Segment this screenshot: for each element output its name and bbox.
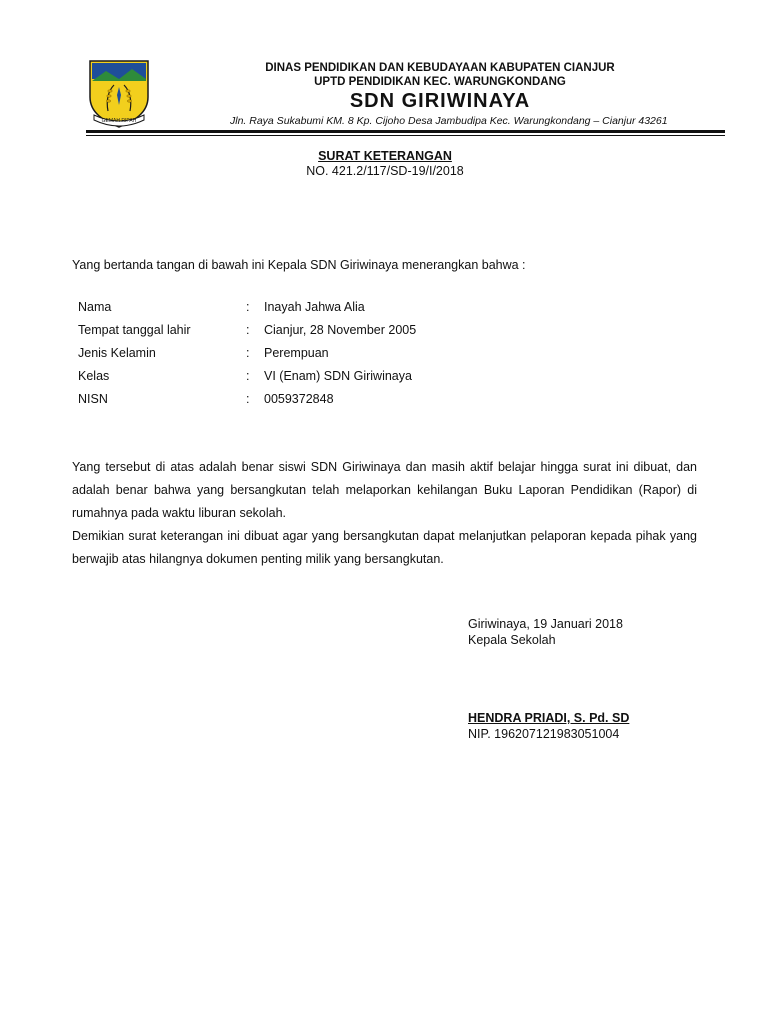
body-paragraph-2: Demikian surat keterangan ini dibuat agar yang bersangkutan dapat melanjutkan pelaporan kepada pihak yang berwajib atas hilangnya dokumen penting milik yang bersangkutan. (72, 529, 697, 566)
field-value: Cianjur, 28 November 2005 (264, 323, 417, 337)
field-label: Jenis Kelamin (78, 346, 156, 360)
field-value: 0059372848 (264, 392, 334, 406)
field-row-name (78, 296, 638, 319)
place-date: Giriwinaya, 19 Januari 2018 (468, 617, 623, 631)
field-label: Tempat tanggal lahir (78, 323, 191, 337)
signatory-name: HENDRA PRIADI, S. Pd. SD (468, 711, 630, 725)
field-separator: : (246, 323, 250, 337)
signatory-nip: NIP. 196207121983051004 (468, 727, 620, 741)
field-row-class (78, 365, 638, 388)
school-name: SDN GIRIWINAYA (349, 90, 531, 112)
field-value: VI (Enam) SDN Giriwinaya (264, 369, 412, 383)
signature-block (468, 616, 728, 742)
letterhead-rule-thin (86, 135, 725, 136)
body-paragraph-1: Yang tersebut di atas adalah benar siswi SDN Giriwinaya dan masih aktif belajar hingga surat ini dibuat, dan adalah benar bahwa yang bersangkutan telah melaporkan kehilangan Buku Laporan Pendidikan (Rapor) di rumahnya pada waktu liburan sekolah. (72, 460, 697, 520)
field-separator: : (246, 392, 250, 406)
field-label: Kelas (78, 369, 110, 383)
field-label: Nama (78, 300, 112, 314)
field-value: Perempuan (264, 346, 329, 360)
letterhead-rule-thick (86, 130, 725, 133)
letter-title: SURAT KETERANGAN (318, 149, 452, 163)
field-value: Inayah Jahwa Alia (264, 300, 365, 314)
school-address: Jln. Raya Sukabumi KM. 8 Kp. Cijoho Desa Jambudipa Kec. Warungkondang – Cianjur 43261 (230, 115, 668, 127)
field-label: NISN (78, 392, 108, 406)
field-separator: : (246, 300, 250, 314)
field-row-nisn (78, 388, 638, 411)
field-row-gender (78, 342, 638, 365)
institution-line-2: UPTD PENDIDIKAN KEC. WARUNGKONDANG (314, 76, 566, 88)
field-row-birth (78, 319, 638, 342)
intro-text: Yang bertanda tangan di bawah ini Kepala SDN Giriwinaya menerangkan bahwa : (72, 258, 526, 272)
signatory-position: Kepala Sekolah (468, 633, 556, 647)
cianjur-regency-emblem (86, 57, 152, 129)
logo-motto: GEMAH RIPAH (101, 118, 137, 124)
field-separator: : (246, 369, 250, 383)
letter-number: NO. 421.2/117/SD-19/I/2018 (306, 164, 464, 178)
student-details (78, 296, 638, 411)
field-separator: : (246, 346, 250, 360)
institution-line-1: DINAS PENDIDIKAN DAN KEBUDAYAAN KABUPATEN CIANJUR (265, 62, 615, 74)
